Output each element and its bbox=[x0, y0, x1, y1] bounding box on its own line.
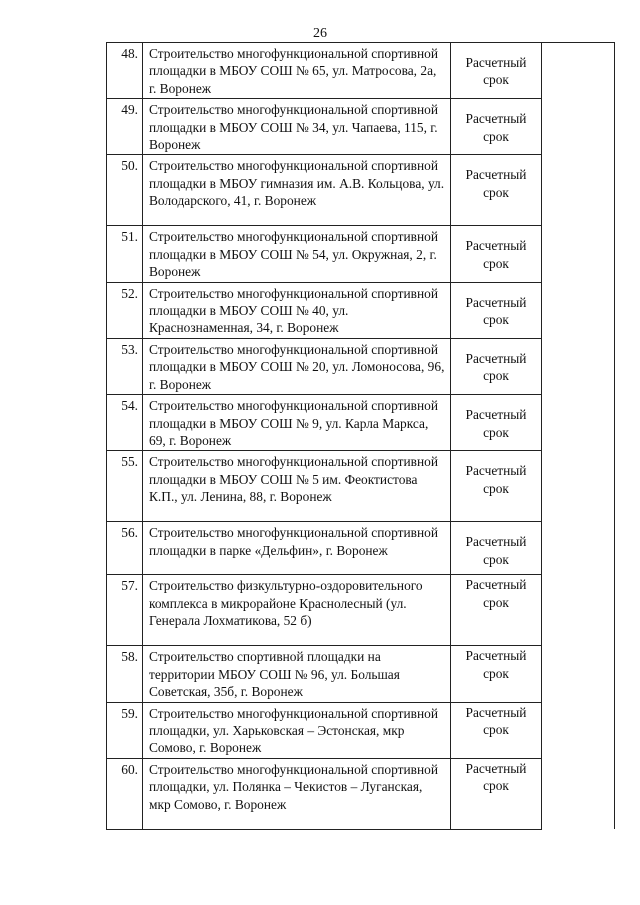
row-description: Строительство многофункциональной спортивной площадки в МБОУ СОШ № 20, ул. Ломоносова, 96, г. Воронеж bbox=[143, 338, 451, 394]
empty-column-cell bbox=[542, 43, 615, 830]
row-number: 49. bbox=[107, 99, 143, 155]
table-row bbox=[107, 99, 615, 155]
page-number: 26 bbox=[313, 26, 327, 41]
table-row bbox=[107, 758, 615, 829]
row-number: 50. bbox=[107, 155, 143, 226]
row-description: Строительство многофункциональной спортивной площадки в МБОУ СОШ № 65, ул. Матросова, 2а, г. Воронеж bbox=[143, 43, 451, 99]
table-row bbox=[107, 395, 615, 451]
row-number: 48. bbox=[107, 43, 143, 99]
row-term: Расчетный срок bbox=[451, 43, 542, 99]
row-description: Строительство многофункциональной спортивной площадки, ул. Харьковская – Эстонская, мкр Сомово, г. Воронеж bbox=[143, 702, 451, 758]
row-number: 54. bbox=[107, 395, 143, 451]
row-description: Строительство многофункциональной спортивной площадки в МБОУ СОШ № 34, ул. Чапаева, 115, г. Воронеж bbox=[143, 99, 451, 155]
row-number: 59. bbox=[107, 702, 143, 758]
row-term: Расчетный срок bbox=[451, 155, 542, 226]
row-term: Расчетный срок bbox=[451, 575, 542, 646]
table-row bbox=[107, 522, 615, 575]
table-row bbox=[107, 575, 615, 646]
row-number: 55. bbox=[107, 451, 143, 522]
table-row bbox=[107, 646, 615, 702]
row-number: 56. bbox=[107, 522, 143, 575]
table-row bbox=[107, 226, 615, 282]
row-term: Расчетный срок bbox=[451, 451, 542, 522]
row-description: Строительство многофункциональной спортивной площадки в МБОУ СОШ № 54, ул. Окружная, 2, г. Воронеж bbox=[143, 226, 451, 282]
row-term: Расчетный срок bbox=[451, 226, 542, 282]
row-term: Расчетный срок bbox=[451, 522, 542, 575]
table-row bbox=[107, 702, 615, 758]
row-term: Расчетный срок bbox=[451, 702, 542, 758]
row-description: Строительство многофункциональной спортивной площадки в МБОУ СОШ № 40, ул. Краснознаменная, 34, г. Воронеж bbox=[143, 282, 451, 338]
row-description: Строительство спортивной площадки на территории МБОУ СОШ № 96, ул. Большая Советская, 35б, г. Воронеж bbox=[143, 646, 451, 702]
row-description: Строительство многофункциональной спортивной площадки в МБОУ гимназия им. А.В. Кольцова, ул. Володарского, 41, г. Воронеж bbox=[143, 155, 451, 226]
objects-table bbox=[106, 42, 615, 830]
row-description: Строительство многофункциональной спортивной площадки в МБОУ СОШ № 5 им. Феоктистова К.П., ул. Ленина, 88, г. Воронеж bbox=[143, 451, 451, 522]
row-term: Расчетный срок bbox=[451, 282, 542, 338]
row-number: 52. bbox=[107, 282, 143, 338]
row-description: Строительство многофункциональной спортивной площадки в МБОУ СОШ № 9, ул. Карла Маркса, 69, г. Воронеж bbox=[143, 395, 451, 451]
row-number: 51. bbox=[107, 226, 143, 282]
table-row bbox=[107, 451, 615, 522]
row-description: Строительство физкультурно-оздоровительного комплекса в микрорайоне Краснолесный (ул. Генерала Лохматикова, 52 б) bbox=[143, 575, 451, 646]
row-term: Расчетный срок bbox=[451, 758, 542, 829]
row-number: 53. bbox=[107, 338, 143, 394]
row-term: Расчетный срок bbox=[451, 99, 542, 155]
row-description: Строительство многофункциональной спортивной площадки в парке «Дельфин», г. Воронеж bbox=[143, 522, 451, 575]
row-term: Расчетный срок bbox=[451, 395, 542, 451]
row-term: Расчетный срок bbox=[451, 338, 542, 394]
row-number: 60. bbox=[107, 758, 143, 829]
table-row bbox=[107, 43, 615, 99]
table-row bbox=[107, 338, 615, 394]
row-number: 57. bbox=[107, 575, 143, 646]
row-description: Строительство многофункциональной спортивной площадки, ул. Полянка – Чекистов – Луганская, мкр Сомово, г. Воронеж bbox=[143, 758, 451, 829]
table-row bbox=[107, 282, 615, 338]
table-row bbox=[107, 155, 615, 226]
row-number: 58. bbox=[107, 646, 143, 702]
row-term: Расчетный срок bbox=[451, 646, 542, 702]
